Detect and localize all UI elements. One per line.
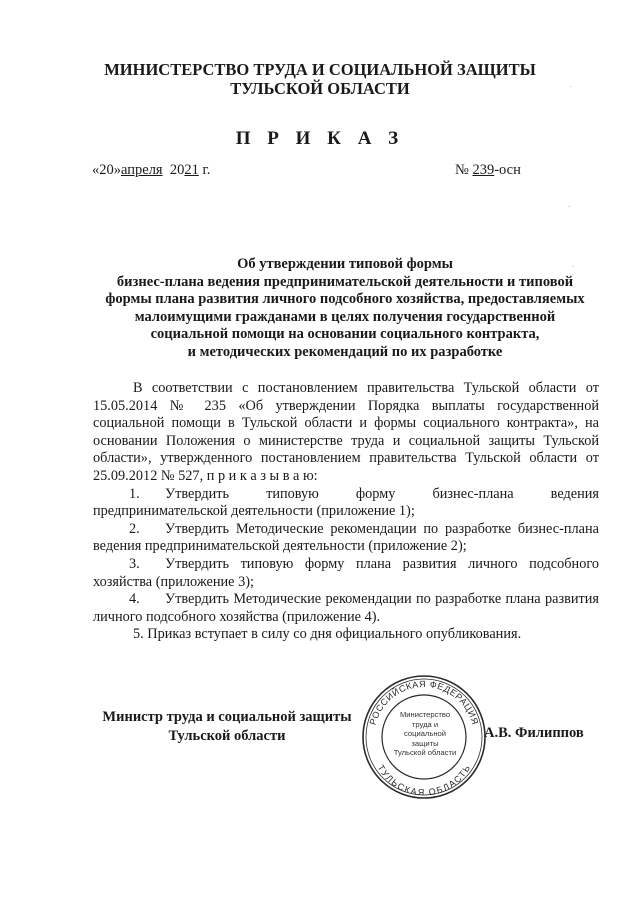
body-item-1 xyxy=(93,486,599,521)
date-day: «20» xyxy=(92,162,121,178)
ministry-name-line1: МИНИСТЕРСТВО ТРУДА И СОЦИАЛЬНОЙ ЗАЩИТЫ xyxy=(104,60,536,79)
item-text: Утвердить Методические рекомендации по разработке плана развития личного подсобного хозяйства (приложение 4). xyxy=(93,591,599,625)
seal-ring-bottom: ТУЛЬСКАЯ ОБЛАСТЬ xyxy=(375,762,473,798)
item-text: Утвердить типовую форму плана развития личного подсобного хозяйства (приложение 3); xyxy=(93,555,599,590)
position-line2: Тульской области xyxy=(168,728,286,744)
item-text: Утвердить типовую форму бизнес-плана ведения предпринимательской деятельности (приложение 1); xyxy=(93,485,599,520)
position-line1: Министр труда и социальной защиты xyxy=(102,709,352,725)
item-number: 1. xyxy=(129,485,140,502)
number-value: 239 xyxy=(472,162,495,178)
ministry-name-line2: ТУЛЬСКОЙ ОБЛАСТИ xyxy=(230,79,410,98)
body-item-4 xyxy=(93,591,599,626)
subject-line: малоимущими гражданами в целях получения государственной xyxy=(134,308,556,325)
seal-inner-text xyxy=(392,710,458,758)
item-number: 4. xyxy=(129,591,140,608)
scan-speck: . xyxy=(570,80,572,89)
item-text: Утвердить Методические рекомендации по разработке бизнес-плана ведения предпринимательской деятельности (приложение 2); xyxy=(93,520,599,555)
date-year-suffix: 21 xyxy=(184,162,199,178)
order-number xyxy=(455,162,521,179)
item-number: 3. xyxy=(129,555,140,572)
order-body xyxy=(93,380,599,644)
item-number: 2. xyxy=(129,520,140,537)
subject-line: бизнес-плана ведения предпринимательской деятельности и типовой xyxy=(116,273,574,290)
date-year-prefix: 20 xyxy=(169,162,185,178)
seal-inner-line: социальной защиты xyxy=(404,729,446,748)
date-month: апреля xyxy=(121,162,163,178)
seal-inner-line: Тульской области xyxy=(393,748,457,757)
body-item-2 xyxy=(93,521,599,556)
body-final: 5. Приказ вступает в силу со дня официального опубликования. xyxy=(133,626,522,643)
subject-line: формы плана развития личного подсобного хозяйства, предоставляемых xyxy=(105,291,585,307)
order-subject xyxy=(90,256,600,361)
signatory-name: А.В. Филиппов xyxy=(484,725,584,741)
signatory-position xyxy=(92,708,362,746)
subject-line: социальной помощи на основании социального контракта, xyxy=(150,326,540,342)
order-title: П Р И К А З xyxy=(235,128,405,149)
seal-inner-line: труда и xyxy=(411,719,439,729)
subject-line: и методических рекомендаций по их разработке xyxy=(187,343,503,360)
seal-inner-line: Министерство xyxy=(399,710,451,719)
order-date xyxy=(92,162,210,179)
subject-line: Об утверждении типовой формы xyxy=(237,256,453,272)
body-item-3 xyxy=(93,556,599,591)
seal-ring-top: РОССИЙСКАЯ ФЕДЕРАЦИЯ xyxy=(367,678,481,727)
scan-speck: . xyxy=(568,200,570,209)
body-intro: В соответствии с постановлением правительства Тульской области от 15.05.2014 № 235 «Об утверждении Порядка выплаты государственной социальной помощи в Тульской области и формы социального контракта», на основании Положения о министерстве труда и социальной защиты Тульской области», утвержденного постановлением правительства Тульской области от 25.09.2012 № 527, п р и к а з ы в а ю: xyxy=(93,380,599,484)
number-suffix: -осн xyxy=(494,162,521,178)
date-g: г. xyxy=(198,162,211,178)
number-prefix: № xyxy=(455,162,473,178)
scan-speck: . xyxy=(572,260,574,269)
